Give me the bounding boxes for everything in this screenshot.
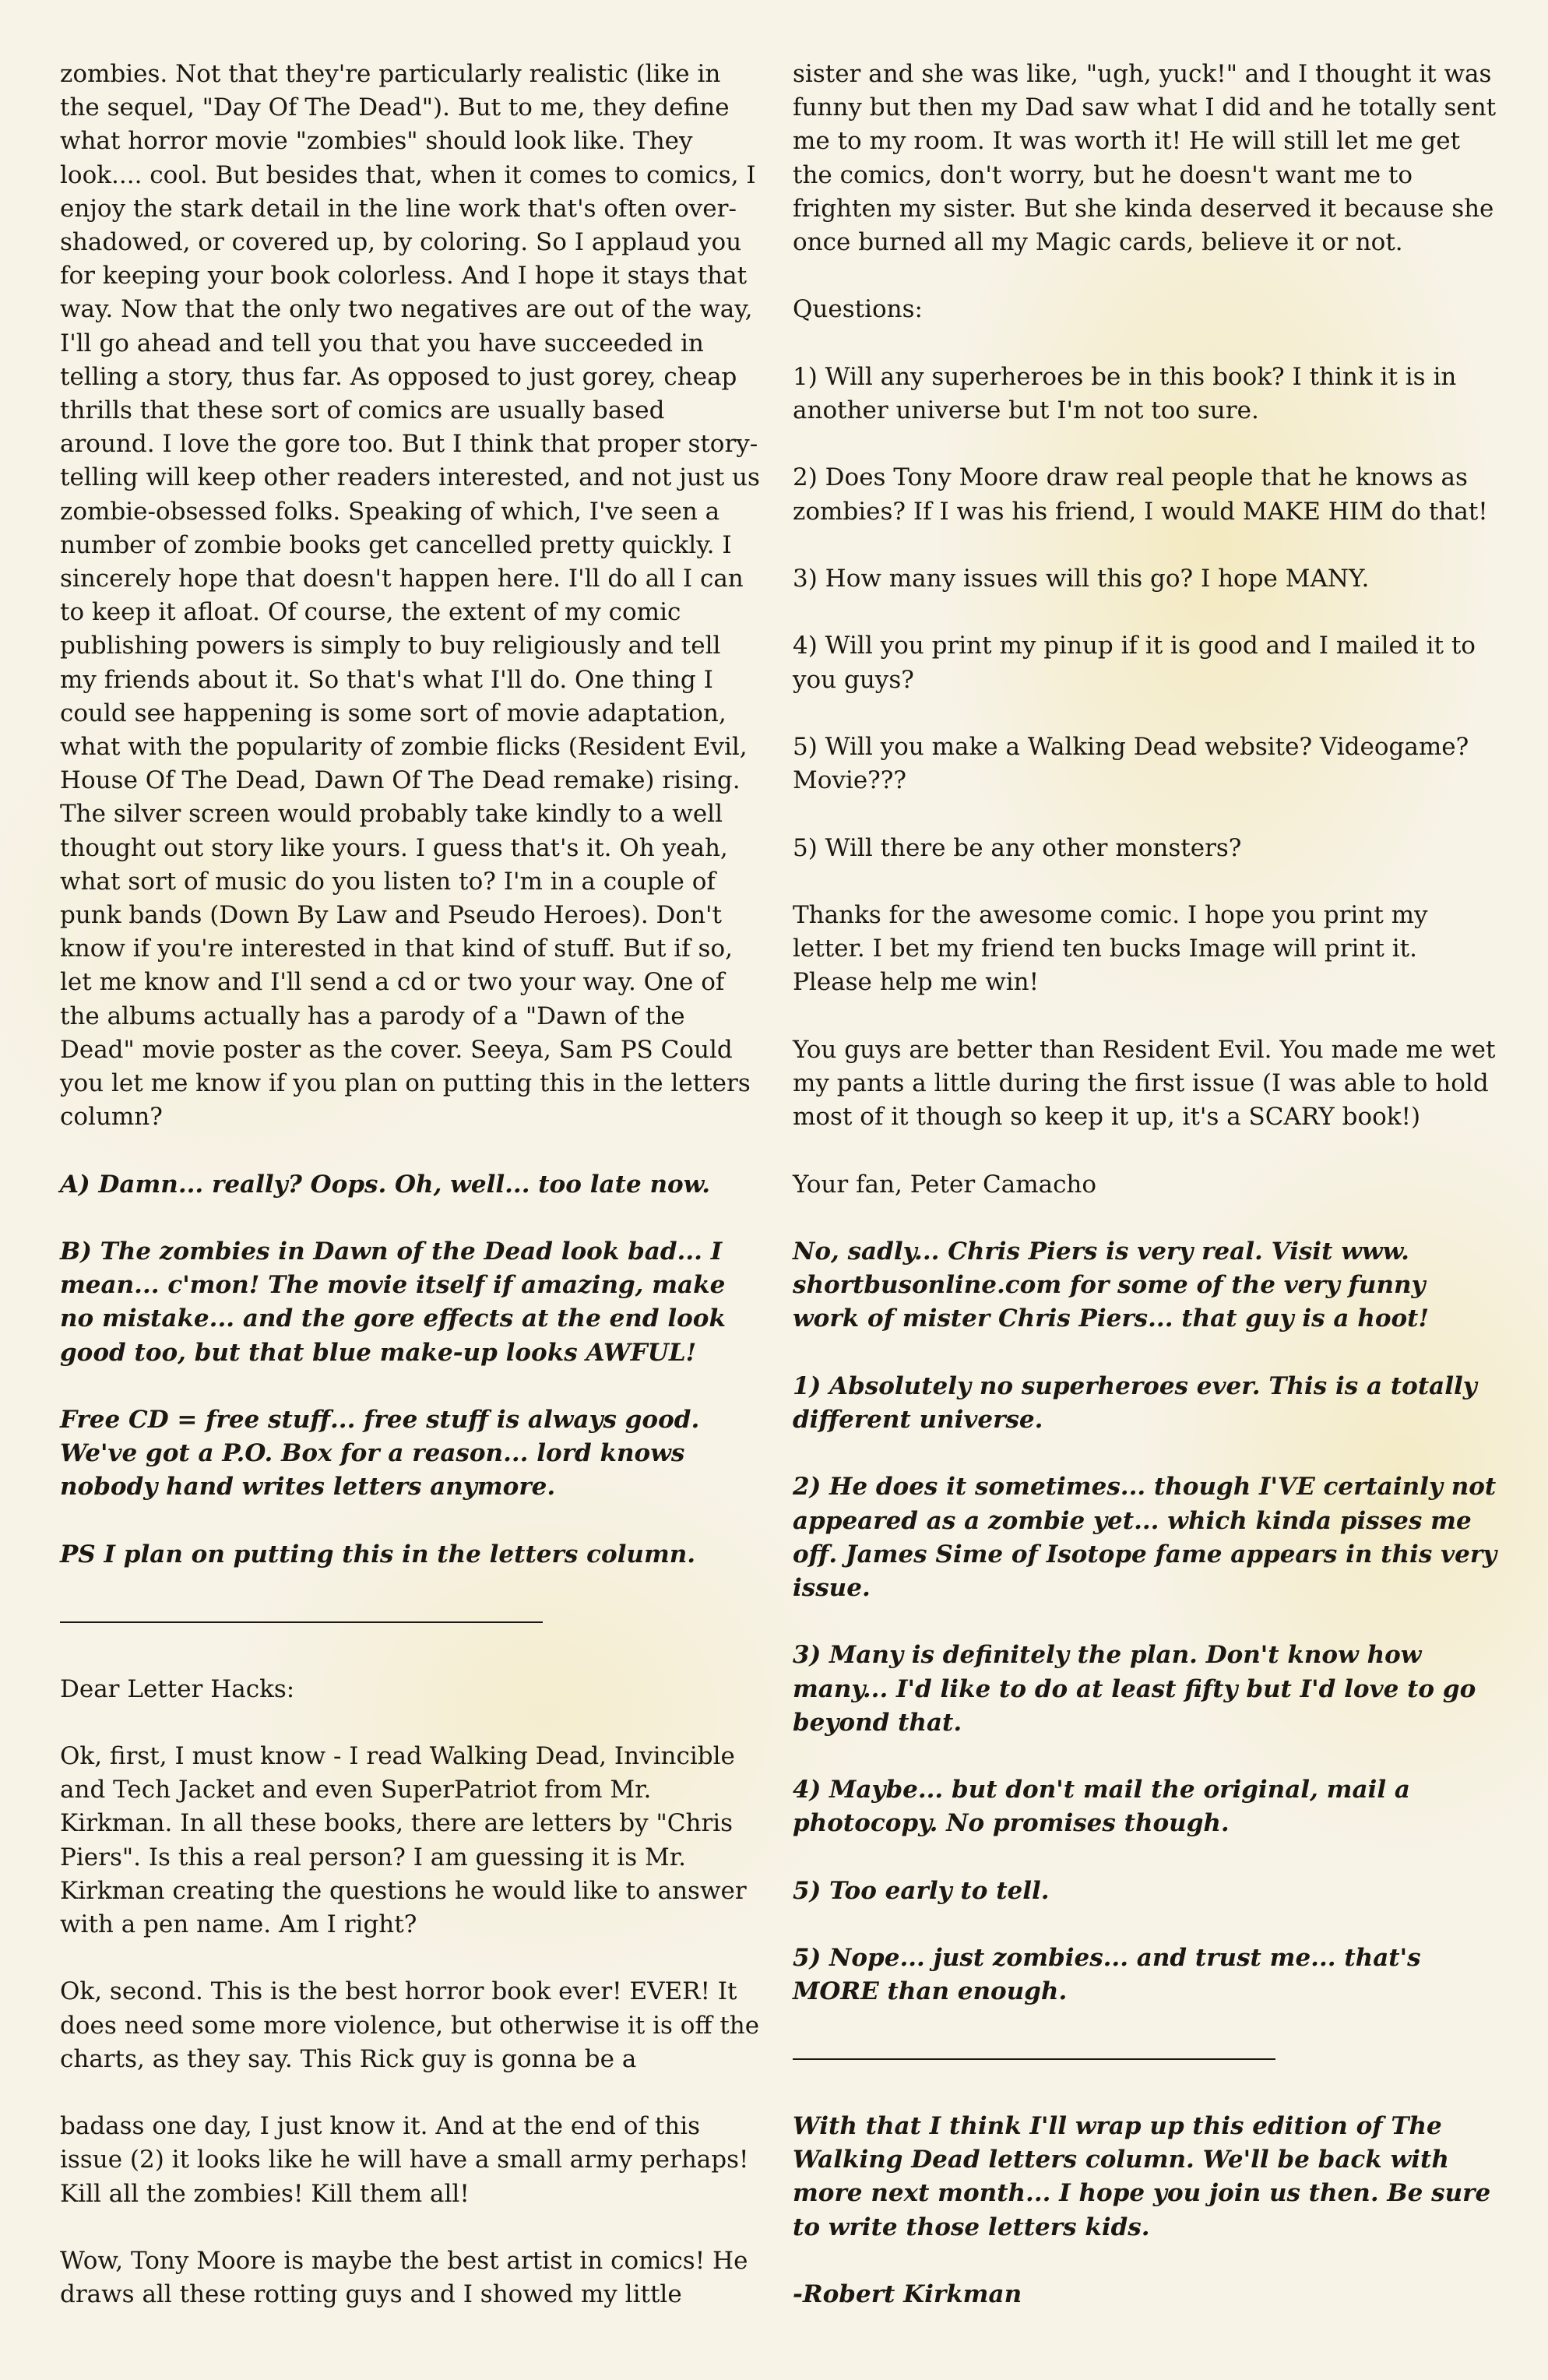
letter-paragraph: You guys are better than Resident Evil. You made me wet my pants a little during the first issue (I was able to hold most of it though so keep it up, it's a SCARY book!)	[793, 1035, 1496, 1132]
reply-intro: No, sadly... Chris Piers is very real. Visit www. shortbusonline.com for some of the very funny work of mister Chris Piers... that guy is a hoot!	[793, 1237, 1430, 1333]
section-divider	[60, 1605, 765, 1639]
question-3: 3) How many issues will this go? I hope MANY.	[793, 564, 1370, 593]
question-2: 2) Does Tony Moore draw real people that he knows as zombies? If I was his friend, I would MAKE HIM do that!	[793, 463, 1488, 526]
letter-paragraph: Thanks for the awesome comic. I hope you print my letter. I bet my friend ten bucks Image will print it. Please help me win!	[793, 900, 1428, 997]
answer-1: 1) Absolutely no superheroes ever. This is a totally different universe.	[793, 1371, 1477, 1434]
left-column	[60, 58, 765, 2311]
letter-paragraph: Ok, second. This is the best horror book ever! EVER! It does need some more violence, but otherwise it is off the charts, as they say. This Rick guy is gonna be a	[60, 1977, 760, 2073]
question-5b: 5) Will there be any other monsters?	[793, 833, 1242, 862]
letter-paragraph: Wow, Tony Moore is maybe the best artist in comics! He draws all these rotting guys and I showed my little	[60, 2247, 748, 2309]
closing-note: With that I think I'll wrap up this edition of The Walking Dead letters column. We'll be back with more next month... I hope you join us then. Be sure to write those letters kids.	[793, 2112, 1491, 2241]
questions-heading: Questions:	[793, 295, 923, 324]
answer-4: 4) Maybe... but don't mail the original, mail a photocopy. No promises though.	[793, 1776, 1410, 1838]
question-4: 4) Will you print my pinup if it is good and I mailed it to you guys?	[793, 632, 1476, 694]
letter-paragraph: Ok, first, I must know - I read Walking Dead, Invincible and Tech Jacket and even SuperPatriot from Mr. Kirkman. In all these books, there are letters by "Chris Piers". Is this a real person? I am guessing it is Mr. Kirkman creating the questions he would like to answer with a pen name. Am I right?	[60, 1742, 747, 1939]
answer-3: 3) Many is definitely the plan. Don't know how many... I'd like to do at least fifty but I'd love to go beyond that.	[793, 1641, 1476, 1737]
reply-a: A) Damn... really? Oops. Oh, well... too late now.	[60, 1170, 711, 1199]
letter-paragraph: sister and she was like, "ugh, yuck!" and I thought it was funny but then my Dad saw what I did and he totally sent me to my room. It was worth it! He will still let me get the comics, don't worry, but he doesn't want me to frighten my sister. But she kinda deserved it because she once burned all my Magic cards, believe it or not.	[793, 60, 1497, 257]
letter-signoff: Your fan, Peter Camacho	[793, 1170, 1097, 1199]
reply-b: B) The zombies in Dawn of the Dead look bad... I mean... c'mon! The movie itself if amazing, make no mistake... and the gore effects at the end look good too, but that blue make-up looks AWFUL!	[60, 1238, 726, 1367]
answer-2: 2) He does it sometimes... though I'VE certainly not appeared as a zombie yet... which kinda pisses me off. James Sime of Isotope fame appears in this very issue.	[793, 1473, 1497, 1602]
letter-body-sam: zombies. Not that they're particularly realistic (like in the sequel, "Day Of The Dead"). But to me, they define what horror movie "zombies" should look like. They look.... cool. But besides that, when it comes to comics, I enjoy the stark detail in the line work that's often over-shadowed, or covered up, by coloring. So I applaud you for keeping your book colorless. And I hope it stays that way. Now that the only two negatives are out of the way, I'll go ahead and tell you that you have succeeded in telling a story, thus far. As opposed to just gorey, cheap thrills that these sort of comics are usually based around. I love the gore too. But I think that proper story-telling will keep other readers interested, and not just us zombie-obsessed folks. Speaking of which, I've seen a number of zombie books get cancelled pretty quickly. I sincerely hope that doesn't happen here. I'll do all I can to keep it afloat. Of course, the extent of my comic publishing powers is simply to buy religiously and tell my friends about it. So that's what I'll do. One thing I could see happening is some sort of movie adaptation, what with the popularity of zombie flicks (Resident Evil, House Of The Dead, Dawn Of The Dead remake) rising. The silver screen would probably take kindly to a well thought out story like yours. I guess that's it. Oh yeah, what sort of music do you listen to? I'm in a couple of punk bands (Down By Law and Pseudo Heroes). Don't know if you're interested in that kind of stuff. But if so, let me know and I'll send a cd or two your way. One of the albums actually has a parody of a "Dawn of the Dead" movie poster as the cover. Seeya, Sam PS Could you let me know if you plan on putting this in the letters column?	[60, 60, 760, 1132]
signature: -Robert Kirkman	[793, 2280, 1022, 2309]
letter-paragraph: badass one day, I just know it. And at the end of this issue (2) it looks like he will have a small army perhaps! Kill all the zombies! Kill them all!	[60, 2112, 749, 2208]
answer-5a: 5) Too early to tell.	[793, 1876, 1050, 1905]
section-divider	[793, 2043, 1497, 2076]
reply-ps: PS I plan on putting this in the letters column.	[60, 1540, 696, 1568]
question-5a: 5) Will you make a Walking Dead website? Videogame? Movie???	[793, 732, 1469, 795]
salutation: Dear Letter Hacks:	[60, 1674, 295, 1703]
reply-free-cd: Free CD = free stuff... free stuff is always good. We've got a P.O. Box for a reason... lord knows nobody hand writes letters anymore.	[60, 1406, 700, 1502]
answer-5b: 5) Nope... just zombies... and trust me... that's MORE than enough.	[793, 1944, 1421, 2006]
question-1: 1) Will any superheroes be in this book? I think it is in another universe but I'm not too sure.	[793, 362, 1457, 424]
right-column	[793, 58, 1497, 2311]
